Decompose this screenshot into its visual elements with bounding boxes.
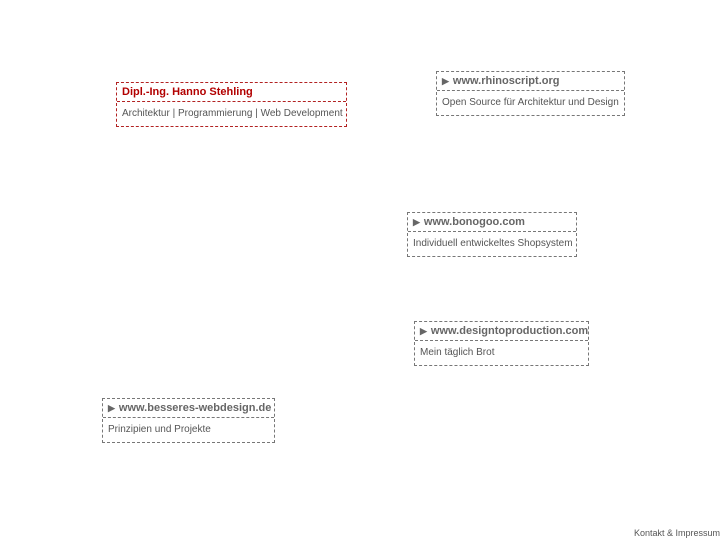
- project-link-designtoproduction[interactable]: [415, 322, 588, 341]
- contact-imprint-link[interactable]: Kontakt & Impressum: [633, 528, 720, 538]
- project-url: www.bonogoo.com: [423, 216, 525, 228]
- project-link-bonogoo[interactable]: [408, 213, 576, 232]
- profile-card: [116, 82, 347, 127]
- project-card-designtoproduction: [414, 321, 589, 366]
- project-url: www.besseres-webdesign.de: [118, 402, 272, 414]
- triangle-right-icon: ▶: [442, 76, 449, 86]
- project-link-rhinoscript[interactable]: [437, 72, 624, 91]
- profile-name: Dipl.-Ing. Hanno Stehling: [117, 83, 346, 102]
- project-description: Mein täglich Brot: [420, 347, 495, 358]
- triangle-right-icon: ▶: [108, 403, 115, 413]
- project-link-besseres-webdesign[interactable]: [103, 399, 274, 418]
- project-url: www.rhinoscript.org: [452, 75, 560, 87]
- project-description: Open Source für Architektur und Design: [442, 97, 619, 108]
- project-card-bonogoo: [407, 212, 577, 257]
- project-card-besseres-webdesign: [102, 398, 275, 443]
- project-url: www.designtoproduction.com: [430, 325, 589, 337]
- project-card-rhinoscript: [436, 71, 625, 116]
- triangle-right-icon: ▶: [413, 217, 420, 227]
- profile-tagline: Architektur | Programmierung | Web Development: [122, 108, 343, 119]
- triangle-right-icon: ▶: [420, 326, 427, 336]
- project-description: Prinzipien und Projekte: [108, 424, 211, 435]
- project-description: Individuell entwickeltes Shopsystem: [413, 238, 573, 249]
